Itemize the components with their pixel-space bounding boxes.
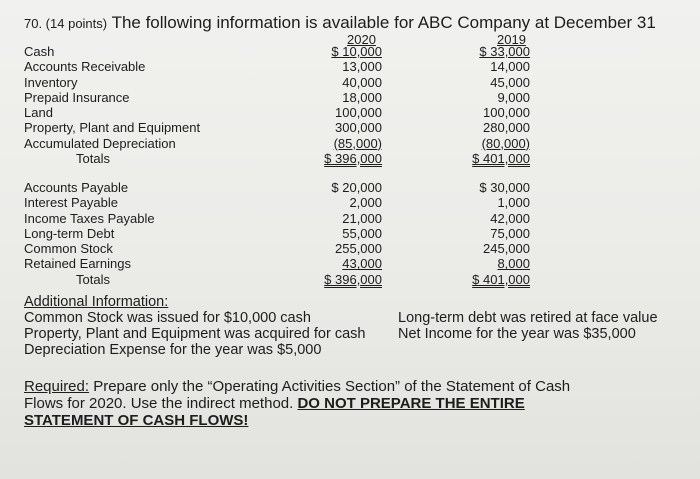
label-common-stock: Common Stock bbox=[24, 241, 113, 257]
label-accumulated-depreciation: Accumulated Depreciation bbox=[24, 135, 176, 151]
value-cash-2019: $ 33,000 bbox=[479, 44, 530, 59]
value-assets-total-2020: $ 396,000 bbox=[324, 151, 382, 167]
required-emphasis-2: STATEMENT OF CASH FLOWS! bbox=[24, 412, 249, 429]
label-land: Land bbox=[24, 105, 53, 121]
liabilities-2020-column bbox=[318, 180, 382, 287]
additional-info-heading: Additional Information: bbox=[24, 294, 169, 310]
label-income-taxes-payable: Income Taxes Payable bbox=[24, 210, 155, 226]
value-ap-2020: $ 20,000 bbox=[331, 180, 382, 195]
assets-2020-column bbox=[318, 44, 382, 166]
value-cash-2020: $ 10,000 bbox=[331, 44, 382, 59]
assets-2019-column bbox=[466, 44, 530, 166]
value-income-taxes-2019: 42,000 bbox=[490, 210, 530, 226]
label-retained-earnings: Retained Earnings bbox=[24, 256, 131, 272]
year-header-2019: 2019 bbox=[497, 32, 526, 47]
required-emphasis-1: DO NOT PREPARE THE ENTIRE bbox=[297, 395, 525, 412]
required-label: Required: bbox=[24, 378, 90, 395]
value-liabilities-total-2020: $ 396,000 bbox=[324, 271, 382, 287]
label-interest-payable: Interest Payable bbox=[24, 195, 118, 211]
value-accum-dep-2020: (85,000) bbox=[333, 135, 382, 151]
value-lt-debt-2019: 75,000 bbox=[490, 225, 530, 241]
value-prepaid-2020: 18,000 bbox=[342, 89, 382, 105]
value-ppe-2019: 280,000 bbox=[483, 120, 530, 136]
value-ap-2019: $ 30,000 bbox=[479, 180, 530, 195]
label-prepaid-insurance: Prepaid Insurance bbox=[24, 89, 130, 105]
required-text-2: Flows for 2020. Use the indirect method. bbox=[24, 395, 298, 412]
additional-line-1: Common Stock was issued for $10,000 cash bbox=[24, 310, 311, 326]
additional-right-line-1: Long-term debt was retired at face value bbox=[398, 310, 658, 326]
label-accounts-receivable: Accounts Receivable bbox=[24, 59, 146, 75]
liabilities-labels bbox=[24, 180, 155, 287]
required-block bbox=[24, 378, 570, 429]
label-liabilities-totals: Totals bbox=[76, 271, 110, 287]
question-title bbox=[24, 13, 656, 33]
value-interest-payable-2019: 1,000 bbox=[497, 195, 530, 211]
label-ppe: Property, Plant and Equipment bbox=[24, 120, 201, 136]
value-liabilities-total-2019: $ 401,000 bbox=[472, 271, 530, 287]
label-long-term-debt: Long-term Debt bbox=[24, 225, 115, 241]
required-line-2 bbox=[24, 395, 570, 412]
value-land-2019: 100,000 bbox=[483, 105, 530, 121]
assets-labels bbox=[24, 44, 200, 166]
liabilities-2019-column bbox=[466, 180, 530, 287]
value-lt-debt-2020: 55,000 bbox=[342, 225, 382, 241]
value-inventory-2019: 45,000 bbox=[490, 74, 530, 90]
additional-line-3: Depreciation Expense for the year was $5,000 bbox=[24, 342, 322, 358]
value-retained-earnings-2020: 43,000 bbox=[342, 256, 382, 272]
value-common-stock-2019: 245,000 bbox=[483, 241, 530, 257]
value-ar-2020: 13,000 bbox=[342, 59, 382, 75]
required-line-3 bbox=[24, 412, 570, 429]
additional-info-right bbox=[398, 310, 658, 342]
value-inventory-2020: 40,000 bbox=[342, 74, 382, 90]
additional-right-line-2: Net Income for the year was $35,000 bbox=[398, 326, 636, 342]
label-cash: Cash bbox=[24, 44, 55, 59]
label-inventory: Inventory bbox=[24, 74, 78, 90]
value-ar-2019: 14,000 bbox=[490, 59, 530, 75]
value-prepaid-2019: 9,000 bbox=[497, 89, 530, 105]
value-land-2020: 100,000 bbox=[335, 105, 382, 121]
label-assets-totals: Totals bbox=[76, 151, 110, 167]
required-text-1: Prepare only the “Operating Activities Section” of the Statement of Cash bbox=[89, 378, 571, 395]
question-heading: The following information is available for ABC Company at December 31 bbox=[111, 13, 656, 32]
label-accounts-payable: Accounts Payable bbox=[24, 180, 129, 195]
value-retained-earnings-2019: 8,000 bbox=[497, 256, 530, 272]
value-accum-dep-2019: (80,000) bbox=[481, 135, 530, 151]
additional-line-2: Property, Plant and Equipment was acquired for cash bbox=[24, 326, 366, 342]
value-ppe-2020: 300,000 bbox=[335, 120, 382, 136]
question-number: 70. (14 points) bbox=[24, 16, 108, 31]
value-interest-payable-2020: 2,000 bbox=[349, 195, 382, 211]
required-line-1 bbox=[24, 378, 570, 395]
additional-info-block bbox=[24, 294, 365, 358]
year-header-2020: 2020 bbox=[347, 32, 376, 47]
value-common-stock-2020: 255,000 bbox=[335, 241, 382, 257]
value-income-taxes-2020: 21,000 bbox=[342, 210, 382, 226]
value-assets-total-2019: $ 401,000 bbox=[472, 151, 530, 167]
